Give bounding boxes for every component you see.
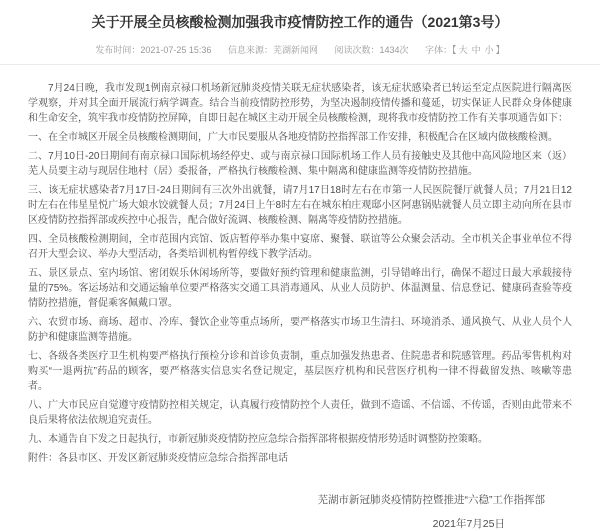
body-paragraph: 七、各级各类医疗卫生机构要严格执行预检分诊和首诊负责制，重点加强发热患者、住院患者和院感管理。药品零售机构对购买“一退两抗”药品的顾客，要严格落实信息实名登记规定，基层医疗机构和民营医疗机构一律不得截留发热、咳嗽等患者。 [28, 350, 572, 392]
body-paragraph: 三、该无症状感染者7月17日-24日期间有三次外出就餐，请7月17日18时左右在市第一人民医院餐厅就餐人员；7月21日12时左右在伟星星悦广场大娘水饺就餐人员；7月24日上午8时左右在城东柏庄观邸小区阿惠锅贴就餐人员立即主动向所在县市区疫情防控指挥部或疾控中心报告，配合做好流调、核酸检测、隔离等疫情防控措施。 [28, 184, 572, 226]
body-paragraph: 四、全员核酸检测期间，全市范围内宾馆、饭店暂停举办集中宴席、聚餐、联谊等公众聚会活动。全市机关企事业单位不得召开大型会议、举办大型活动，各类培训机构暂停线下教学活动。 [28, 233, 572, 260]
font-size-large-button[interactable]: 大 [458, 44, 468, 55]
page-title: 关于开展全员核酸检测加强我市疫情防控工作的通告（2021第3号） [91, 14, 509, 30]
body-paragraph: 7月24日晚，我市发现1例南京禄口机场新冠肺炎疫情关联无症状感染者，该无症状感染者已转运至定点医院进行隔离医学观察，并对其全面开展流行病学调查。结合当前疫情防控形势，为坚决遏制疫情传播和蔓延，切实保证人民群众身体健康和生命安全，筑牢我市疫情防控屏障，自即日起在城区主动开展全员核酸检测，现将我市疫情防控工作有关事项通告如下： [28, 82, 572, 124]
meta-bar [0, 43, 600, 56]
font-size-small-button[interactable]: 小 [484, 44, 494, 55]
font-size-medium-button[interactable]: 中 [471, 44, 481, 55]
view-count: 阅读次数：1434次 [334, 44, 409, 55]
publish-time: 发布时间：2021-07-25 15:36 [95, 44, 212, 55]
info-source: 信息来源：芜湖新闻网 [227, 44, 318, 55]
signature-unit: 芜湖市新冠肺炎疫情防控暨推进“六稳”工作指挥部 [317, 493, 545, 506]
notice-body [0, 65, 600, 466]
body-paragraph: 五、景区景点、室内场馆、密闭娱乐休闲场所等，要做好预约管理和健康监测，引导错峰出行，确保不超过日最大承载接待量的75%。客运场站和交通运输单位要严格落实交通工具消毒通风、从业人员防护、体温测量、信息登记、健康码查验等疫情防控措施，督促乘客佩戴口罩。 [28, 267, 572, 309]
body-paragraph: 九、本通告自下发之日起执行，市新冠肺炎疫情防控应急综合指挥部将根据疫情形势适时调整防控策略。 [28, 433, 488, 445]
body-paragraph: 二、7月10日-20日期间有南京禄口国际机场经停史、或与南京禄口国际机场工作人员有接触史及其他中高风险地区来（返）芜人员要主动与现居住地村（居）委报备，严格执行核酸检测、集中隔离和健康监测等疫情防控措施。 [28, 150, 572, 177]
body-paragraph: 一、在全市城区开展全员核酸检测期间，广大市民要服从各地疫情防控指挥部工作安排，积极配合在区域内做核酸检测。 [28, 131, 558, 143]
bracket-open: 【 [452, 44, 457, 55]
signature-date: 2021年7月25日 [432, 517, 505, 530]
font-size-label: 字体： [425, 44, 453, 55]
bracket-close: 】 [495, 44, 505, 55]
body-paragraph: 八、广大市民应自觉遵守疫情防控相关规定，认真履行疫情防控个人责任，做到不造谣、不信谣、不传谣，否则由此带来不良后果将依法依规追究责任。 [28, 399, 572, 426]
body-paragraph: 附件：各县市区、开发区新冠肺炎疫情应急综合指挥部电话 [28, 452, 288, 464]
font-size-control [425, 45, 505, 55]
body-paragraph: 六、农贸市场、商场、超市、冷库、餐饮企业等重点场所，要严格落实市场卫生清扫、环境消杀、通风换气、从业人员个人防护和健康监测等措施。 [28, 316, 572, 343]
